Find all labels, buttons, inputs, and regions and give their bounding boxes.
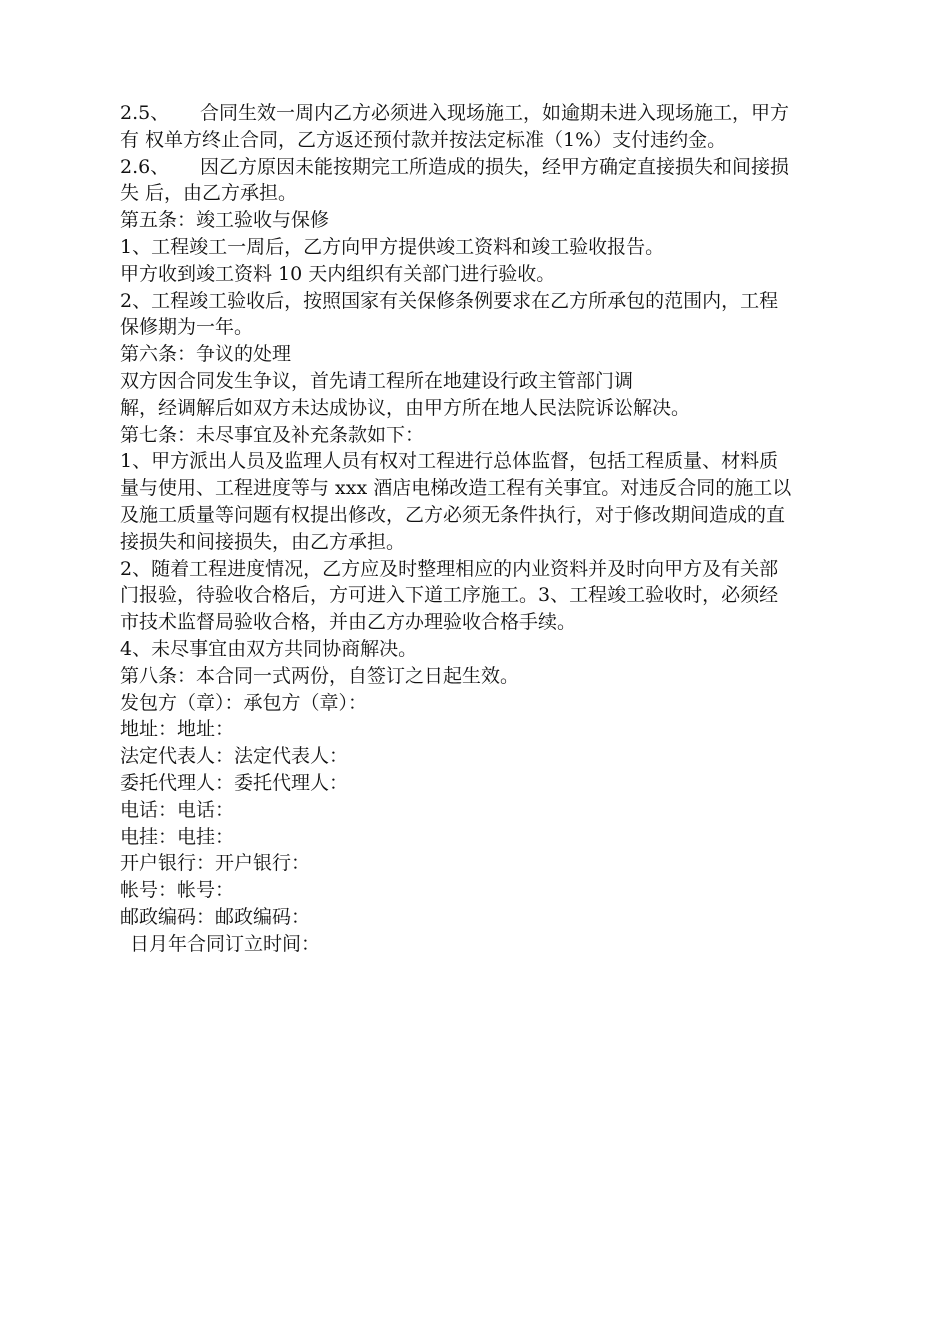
section-heading-5: 第五条：竣工验收与保修 xyxy=(120,209,330,232)
paragraph-line: 及施工质量等问题有权提出修改，乙方必须无条件执行，对于修改期间造成的直 xyxy=(120,503,786,526)
contract-text xyxy=(120,100,840,958)
paragraph-line: 门报验，待验收合格后，方可进入下道工序施工。3、工程竣工验收时，必须经 xyxy=(120,584,779,607)
signature-field-address: 地址：地址： xyxy=(120,718,235,741)
paragraph-line: 市技术监督局验收合格，并由乙方办理验收合格手续。 xyxy=(120,611,577,634)
signature-field-party: 发包方（章）：承包方（章）： xyxy=(120,691,368,714)
signature-field-bank: 开户银行：开户银行： xyxy=(120,852,311,875)
paragraph-line: 双方因合同发生争议，首先请工程所在地建设行政主管部门调 xyxy=(120,369,634,392)
paragraph-line: 量与使用、工程进度等与 xxx 酒店电梯改造工程有关事宜。对违反合同的施工以 xyxy=(120,477,792,500)
clause-text: 因乙方原因未能按期完工所造成的损失，经甲方确定直接损失和间接损 xyxy=(200,155,790,178)
section-heading-7: 第七条：未尽事宜及补充条款如下： xyxy=(120,423,425,446)
clause-text: 合同生效一周内乙方必须进入现场施工，如逾期未进入现场施工，甲方 xyxy=(200,102,790,124)
paragraph-line: 4、未尽事宜由双方共同协商解决。 xyxy=(120,637,418,660)
signature-field-legal-rep: 法定代表人：法定代表人： xyxy=(120,745,349,768)
section-heading-8: 第八条：本合同一式两份，自签订之日起生效。 xyxy=(120,664,520,687)
paragraph-line: 2、工程竣工验收后，按照国家有关保修条例要求在乙方所承包的范围内，工程 xyxy=(120,289,779,312)
signature-field-agent: 委托代理人：委托代理人： xyxy=(120,771,349,794)
clause-2-5-line-2: 有 权单方终止合同，乙方返还预付款并按法定标准（1%）支付违约金。 xyxy=(120,128,727,151)
paragraph-line: 接损失和间接损失，由乙方承担。 xyxy=(120,530,406,553)
signature-field-telegraph: 电挂：电挂： xyxy=(120,825,235,848)
paragraph-line: 甲方收到竣工资料 10 天内组织有关部门进行验收。 xyxy=(120,262,556,285)
signature-field-phone: 电话：电话： xyxy=(120,798,235,821)
paragraph-line: 解，经调解后如双方未达成协议，由甲方所在地人民法院诉讼解决。 xyxy=(120,396,691,419)
signature-field-postcode: 邮政编码：邮政编码： xyxy=(120,905,311,928)
clause-number: 2.5、 xyxy=(120,102,170,124)
paragraph-line: 2、随着工程进度情况，乙方应及时整理相应的内业资料并及时向甲方及有关部 xyxy=(120,557,779,580)
paragraph-line: 保修期为一年。 xyxy=(120,316,254,339)
clause-2-6-line-1 xyxy=(120,154,840,181)
paragraph-line: 1、工程竣工一周后，乙方向甲方提供竣工资料和竣工验收报告。 xyxy=(120,235,665,258)
paragraph-line: 1、甲方派出人员及监理人员有权对工程进行总体监督，包括工程质量、材料质 xyxy=(120,450,779,473)
signature-field-account: 帐号：帐号： xyxy=(120,879,235,902)
clause-2-6-line-2: 失 后，由乙方承担。 xyxy=(120,182,298,205)
signature-field-date: 日月年合同订立时间： xyxy=(130,932,321,955)
clause-number: 2.6、 xyxy=(120,155,170,178)
clause-2-5-line-1 xyxy=(120,100,840,127)
section-heading-6: 第六条：争议的处理 xyxy=(120,343,292,366)
